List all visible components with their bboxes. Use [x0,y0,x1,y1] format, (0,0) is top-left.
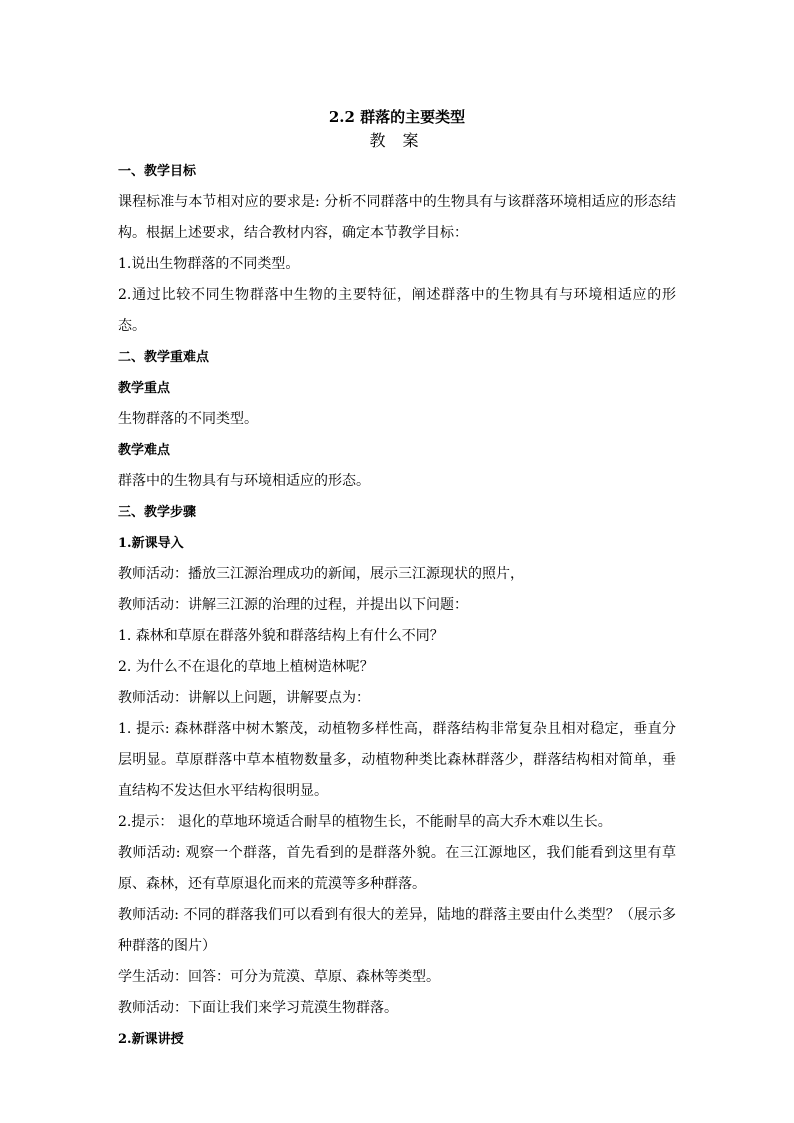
objective-item: 1.说出生物群落的不同类型。 [118,256,300,272]
objectives-intro: 课程标准与本节相对应的要求是: 分析不同群落中的生物具有与该群落环境相适应的形态结构。根据上述要求，结合教材内容，确定本节教学目标： [118,194,676,241]
section-heading-steps: 三、教学步骤 [118,505,197,520]
subheading-key-point: 教学重点 [118,381,171,396]
key-point-text: 生物群落的不同类型。 [118,411,258,427]
objective-item: 2.通过比较不同生物群落中生物的主要特征，阐述群落中的生物具有与环境相适应的形态。 [118,287,676,334]
section-heading-key-points: 二、教学重难点 [118,350,210,365]
document-title: 2.2 群落的主要类型 [328,108,466,126]
step-paragraph: 教师活动：下面让我们来学习荒漠生物群落。 [118,1000,398,1016]
step-paragraph: 教师活动：讲解以上问题，讲解要点为： [118,690,370,706]
difficulty-text: 群落中的生物具有与环境相适应的形态。 [118,473,370,489]
step-heading-intro: 1.新课导入 [118,536,184,551]
document-page [118,106,676,1055]
step-paragraph: 1. 森林和草原在群落外貌和群落结构上有什么不同？ [118,628,444,644]
step-paragraph: 教师活动：播放三江源治理成功的新闻，展示三江源现状的照片， [118,566,524,582]
step-paragraph: 2. 为什么不在退化的草地上植树造林呢？ [118,659,374,675]
step-paragraph: 学生活动：回答：可分为荒漠、草原、森林等类型。 [118,969,440,985]
step-paragraph: 教师活动: 不同的群落我们可以看到有很大的差异，陆地的群落主要由什么类型？（展示多种群落的图片） [118,907,676,954]
section-heading-objectives: 一、教学目标 [118,164,197,179]
step-heading-lecture: 2.新课讲授 [118,1032,184,1047]
step-paragraph: 1. 提示: 森林群落中树木繁茂，动植物多样性高，群落结构非常复杂且相对稳定，垂直分层明显。草原群落中草本植物数量多，动植物种类比森林群落少，群落结构相对简单，垂直结构不发达但水平结构很明显。 [118,721,676,799]
step-paragraph: 教师活动：讲解三江源的治理的过程，并提出以下问题： [118,597,468,613]
document-subtitle: 教 案 [369,131,425,150]
subheading-difficulty: 教学难点 [118,443,171,458]
step-paragraph: 教师活动: 观察一个群落，首先看到的是群落外貌。在三江源地区，我们能看到这里有草原、森林，还有草原退化而来的荒漠等多种群落。 [118,845,676,892]
step-paragraph: 2.提示： 退化的草地环境适合耐旱的植物生长，不能耐旱的高大乔木难以生长。 [118,814,612,830]
